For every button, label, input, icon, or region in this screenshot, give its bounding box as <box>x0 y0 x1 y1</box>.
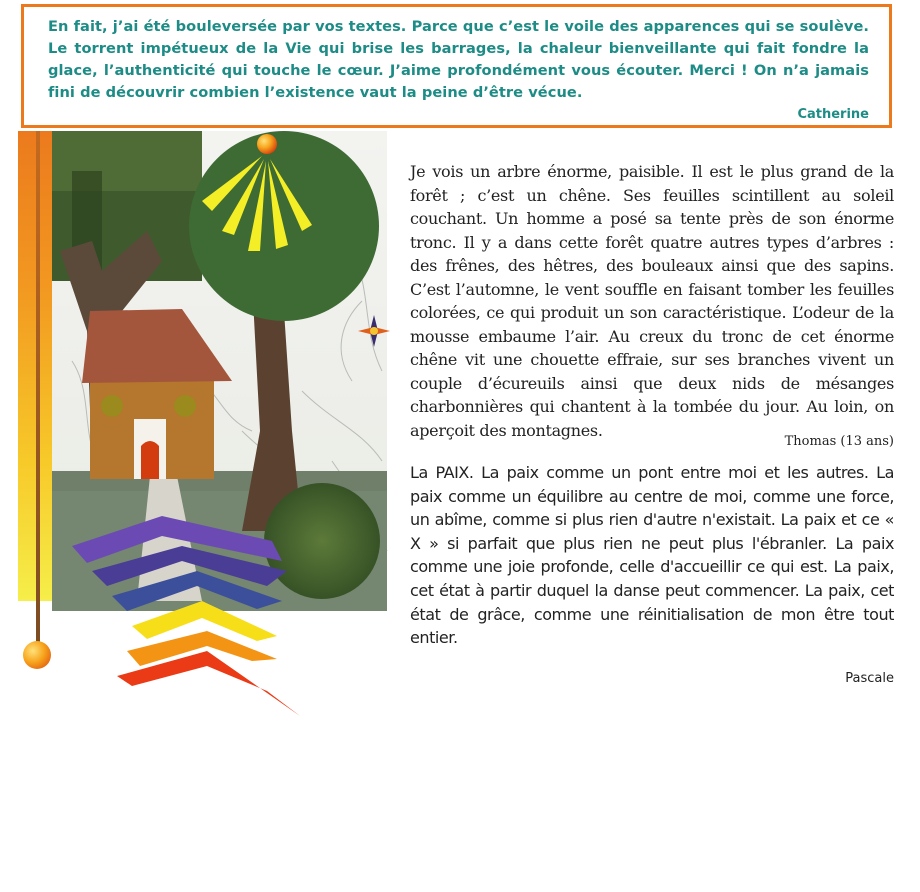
decorative-rod <box>36 131 40 656</box>
right-tree-canopy <box>189 131 379 321</box>
decorative-pole <box>18 131 52 601</box>
testimonial-text: En fait, j’ai été bouleversée par vos textes. Parce que c’est le voile des apparences qui se soulève. Le torrent impétueux de la Vie qui brise les barrages, la chaleur bienveillante qui fait fondre la glace, l’authenticité qui touche le cœur. J’aime profondément vous écouter. Merci ! On n’a jamais fini de découvrir combien l’existence vaut la peine d’être vécue. <box>48 18 869 101</box>
house-window-left <box>101 395 123 417</box>
decorative-ball <box>23 641 51 669</box>
bush <box>264 483 380 599</box>
testimonial-author: Catherine <box>797 107 869 122</box>
testimonial-box <box>21 4 892 128</box>
house-door <box>141 441 159 479</box>
story-pascale-author: Pascale <box>845 671 894 686</box>
house-window-right <box>174 395 196 417</box>
sun-ball <box>257 134 277 154</box>
story-thomas-text: Je vois un arbre énorme, paisible. Il est le plus grand de la forêt ; c’est un chêne. Ses feuilles scintillent au soleil couchant. Un homme a posé sa tente près de son énorme tronc. Il y a dans cette forêt quatre autres types d’arbres : des frênes, des hêtres, des bouleaux ainsi que des sapins. C’est l’automne, le vent souffle en faisant tomber les feuilles colorées, ce qui produit un son caractéristique. L’odeur de la mousse embaume l’air. Au creux du tronc de cet énorme chêne vit une chouette effraie, sur ses branches vivent un couple d’écureuils ainsi que deux nids de mésanges charbonnières qui chantent à la tombée du jour. Au loin, on aperçoit des montagnes. <box>410 162 894 440</box>
story-thomas-author: Thomas (13 ans) <box>784 434 894 449</box>
story-pascale-text: La PAIX. La paix comme un pont entre moi et les autres. La paix comme un équilibre au centre de moi, comme une force, un abîme, comme si plus rien d'autre n'existait. La paix et ce « X » si parfait que plus rien ne peut plus l'ébranler. La paix comme une joie profonde, celle d'accueillir ce qui est. La paix, cet état à partir duquel la danse peut commencer. La paix, cet état de grâce, comme une réinitialisation de mon être tout entier. <box>410 463 894 648</box>
collage-illustration <box>52 131 402 721</box>
